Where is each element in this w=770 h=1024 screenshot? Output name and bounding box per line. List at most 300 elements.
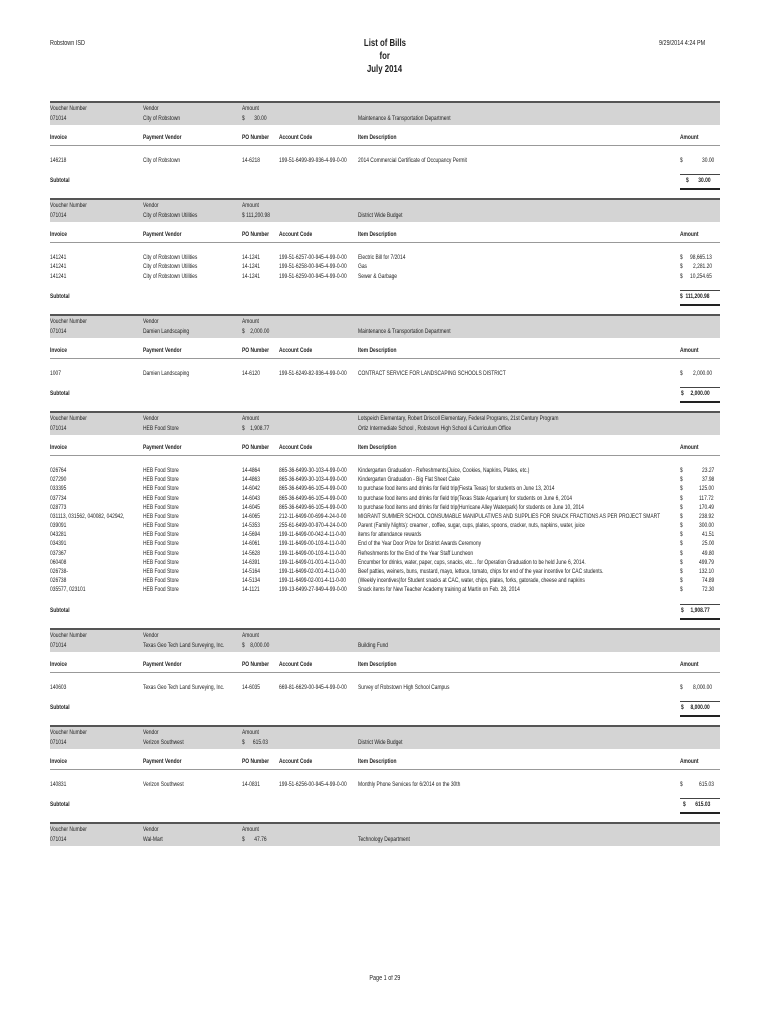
account-code-cell [279,683,366,692]
payment-vendor-cell [143,494,189,503]
col-invoice [50,660,72,670]
vendor-name-text: Damien Landscaping [143,327,190,335]
payment-vendor-cell-text: HEB Food Store [143,577,179,585]
col-po-number [242,230,277,240]
voucher-section [50,198,720,314]
description-cell [358,567,673,576]
account-code-cell-text: 212-11-6499-00-699-4-24-0-00 [279,512,347,520]
subtotal-label [50,800,75,809]
invoice-cell [50,494,71,503]
po-number-cell [242,369,265,378]
invoice-cell [50,369,64,378]
description-cell-text: Beef patties, weiners, buns, mustard, mayo, lettuce, tomato, chips for end of the year incentive for CAC students. [358,568,604,575]
amount-cell-text: 125.00 [698,485,714,493]
description-cell [358,558,650,567]
table-row [50,780,720,789]
payment-vendor-cell-text: HEB Food Store [143,466,179,474]
subtotal-label [50,292,75,301]
payment-vendor-cell [143,512,189,521]
col-amount [680,757,704,767]
voucher-number-text: 071014 [50,424,67,432]
voucher-number [50,641,71,650]
amount-cell-text: 98,665.13 [689,254,712,262]
amount-cell [690,272,718,281]
invoice-cell-text: 027290 [50,476,67,484]
invoice-cell [50,539,71,548]
account-code-cell [279,475,366,484]
account-code-cell-text: 199-51-6257-00-945-4-99-0-00 [279,254,347,262]
account-code-cell-text: 865-36-6499-66-105-4-99-0-00 [279,494,347,502]
payment-vendor-cell-text: HEB Food Store [143,549,179,557]
currency-cell-text: $ [680,549,683,557]
amount-cell [699,521,718,530]
vendor-name-text: Wal-Mart [143,835,163,843]
description-cell [358,494,632,503]
voucher-section [50,725,720,822]
po-number-cell [242,484,265,493]
subtotal-amount-text: $ 8,000.00 [681,703,710,711]
voucher-number-label-text: Voucher Number [50,105,87,112]
col-po-number-text: PO Number [242,231,270,239]
po-number-cell [242,521,265,530]
currency-cell-text: $ [680,466,683,474]
description-cell [358,466,578,475]
invoice-cell-text: 037367 [50,549,67,557]
col-payment-vendor-text: Payment Vendor [143,757,182,765]
payment-vendor-cell-text: HEB Food Store [143,494,179,502]
po-number-cell-text: 14-6061 [242,540,261,548]
col-invoice-text: Invoice [50,346,67,354]
voucher-amount-text: $ 47.76 [242,835,267,843]
po-number-cell [242,530,265,539]
col-po-number [242,660,277,670]
payment-vendor-cell-text: HEB Food Store [143,568,179,575]
payment-vendor-cell [143,503,189,512]
col-invoice [50,133,72,143]
col-account-code-text: Account Code [279,757,313,765]
amount-label [242,825,264,834]
invoice-cell [50,683,71,692]
voucher-number-text: 071014 [50,327,67,335]
voucher-section [50,101,720,198]
po-number-cell [242,780,265,789]
description-cell-text: to purchase food items and drinks for field trip(Hurricane Alley Waterpark) for students on June 10, 2014 [358,503,584,511]
voucher-number-text: 071014 [50,835,67,843]
vendor-label-text: Vendor [143,414,159,422]
subtotal-label-text: Subtotal [50,292,70,300]
po-number-cell-text: 14-1121 [242,586,260,594]
district-name: Robstown ISD [50,40,85,47]
po-number-cell [242,494,265,503]
description-cell [358,539,516,548]
col-account-code-text: Account Code [279,443,313,451]
subtotal-amount-text: $ 2,000.00 [681,389,710,397]
department-line-2-text: Maintenance & Transportation Department [358,327,451,335]
voucher-amount-text: $ 1,908.77 [242,424,270,432]
po-number-cell-text: 14-5134 [242,577,261,585]
amount-cell [702,549,718,558]
col-payment-vendor [143,660,192,670]
payment-vendor-cell-text: HEB Food Store [143,540,179,548]
amount-cell [702,530,718,539]
col-amount [680,346,704,356]
description-cell [358,503,648,512]
account-code-cell [279,512,365,521]
account-code-cell-text: 199-11-6499-00-042-4-11-0-00 [279,531,346,539]
payment-vendor-cell-text: HEB Food Store [143,531,179,539]
invoice-cell-text: 026738- [50,568,69,575]
payment-vendor-cell [143,585,189,594]
subtotal-row [50,174,720,188]
description-cell-text: Encumber for drinks, water, paper, cups, snacks, etc... for Operation Graduation to be held June 6, 2014. [358,558,586,566]
report-title [0,37,770,76]
description-cell [358,262,370,271]
description-cell [358,683,475,692]
department-line-2 [358,641,397,650]
currency-cell [680,558,684,567]
po-number-cell-text: 14-4863 [242,476,261,484]
department-line-2 [358,424,554,433]
col-amount-text: Amount [680,660,699,668]
voucher-number-label [50,104,97,113]
voucher-number [50,114,71,123]
description-cell-text: 2014 Commercial Certificate of Occupancy Permit [358,157,467,164]
po-number-cell [242,539,265,548]
col-account-code-text: Account Code [279,346,313,354]
account-code-cell [279,262,366,271]
account-code-cell [279,272,366,281]
currency-cell [680,466,684,475]
account-code-cell-text: 865-36-6499-66-105-4-99-0-00 [279,485,347,493]
subtotal-label-text: Subtotal [50,800,70,808]
vendor-label-text: Vendor [143,202,159,210]
invoice-cell [50,475,71,484]
col-item-description [358,443,407,453]
section-gap [50,401,720,411]
table-row [50,466,720,475]
vendor-name [143,424,189,433]
col-amount [680,443,704,453]
invoice-cell [50,521,71,530]
account-code-cell-text: 865-36-6499-30-103-4-99-0-00 [279,476,347,484]
col-po-number [242,443,277,453]
col-payment-vendor [143,133,192,143]
invoice-cell-text: 026764 [50,466,67,474]
po-number-cell [242,512,265,521]
account-code-cell [279,466,366,475]
po-number-cell [242,503,265,512]
amount-label-text: Amount [242,825,259,833]
account-code-cell-text: 199-51-6249-82-936-4-99-0-00 [279,369,347,377]
column-header-row [50,230,720,243]
voucher-amount [242,424,277,433]
vendor-name [143,738,195,747]
vendor-name [143,211,213,220]
account-code-cell-text: 669-81-6629-00-945-4-99-0-00 [279,683,347,691]
invoice-cell [50,549,71,558]
invoice-cell-text: 026738 [50,577,67,585]
amount-cell-text: 8,000.00 [693,683,713,691]
amount-cell [693,683,718,692]
po-number-cell-text: 14-6391 [242,558,261,566]
currency-cell [680,494,684,503]
account-code-cell-text: 199-51-6256-00-945-4-99-0-00 [279,780,347,788]
column-header-row [50,660,720,673]
payment-vendor-cell [143,530,189,539]
voucher-number-text: 071014 [50,738,67,746]
voucher-section [50,411,720,628]
po-number-cell [242,253,265,262]
description-cell-text: End of the Year Door Prize for District Awards Ceremony [358,540,482,548]
voucher-header-bar [50,314,720,338]
invoice-cell-text: 141241 [50,254,67,262]
table-row [50,484,720,493]
po-number-cell-text: 14-6043 [242,494,261,502]
vendor-name-text: Verizon Southwest [143,738,184,746]
voucher-section [50,314,720,411]
col-account-code [279,757,322,767]
amount-label [242,104,264,113]
description-cell-text: Monthly Phone Services for 6/2014 on the 30th [358,780,461,788]
po-number-cell-text: 14-6042 [242,485,261,493]
col-account-code [279,346,322,356]
currency-cell-text: $ [680,263,683,271]
amount-cell [699,567,718,576]
invoice-cell-text: 141241 [50,263,67,271]
description-cell-text: Kindergarten Graduation - Refreshments(Juice, Cookies, Napkins, Plates, etc.) [358,466,530,474]
vendor-name-text: Texas Geo Tech Land Surveying, Inc. [143,641,225,649]
voucher-number [50,424,71,433]
account-code-cell [279,530,365,539]
amount-cell [699,780,718,789]
description-cell-text: Sewer & Garbage [358,272,398,280]
currency-cell [680,272,684,281]
amount-label [242,201,264,210]
voucher-header-bar [50,411,720,435]
currency-cell [680,475,684,484]
col-payment-vendor [143,230,192,240]
description-cell [358,253,419,262]
po-number-cell-text: 14-6035 [242,683,261,691]
voucher-amount [242,211,278,220]
voucher-header-bar [50,198,720,222]
section-gap [50,812,720,822]
invoice-cell-text: 060408 [50,558,67,566]
po-number-cell-text: 14-5353 [242,522,261,530]
invoice-cell [50,503,71,512]
voucher-amount-text: $ 30.00 [242,115,267,122]
payment-vendor-cell [143,466,189,475]
line-items [50,466,720,595]
vendor-label-text: Vendor [143,728,159,736]
col-item-description-text: Item Description [358,443,397,451]
col-item-description-text: Item Description [358,134,397,141]
department-line-1-text: Lotspeich Elementary, Robert Driscoll Elementary, Federal Programs, 21st Century Program [358,414,559,422]
currency-cell [680,576,684,585]
column-header-row [50,757,720,770]
currency-cell [680,156,684,165]
description-cell-text: MIGRANT SUMMER SCHOOL CONSUMABLE MANIPULATIVES AND SUPPLIES FOR SNACK FRACTIONS AS PER PROJECT SMART [358,512,661,520]
subtotal-amount [683,800,718,809]
amount-cell [699,512,718,521]
voucher-amount [242,114,274,123]
payment-vendor-cell [143,576,189,585]
description-cell [358,272,408,281]
payment-vendor-cell-text: Texas Geo Tech Land Surveying, Inc. [143,683,225,691]
subtotal-amount [680,292,718,301]
vendor-name [143,835,168,844]
invoice-cell [50,585,96,594]
description-cell [358,475,489,484]
currency-cell-text: $ [680,540,683,548]
voucher-section [50,628,720,725]
voucher-number [50,327,71,336]
po-number-cell-text: 14-6065 [242,512,261,520]
table-row [50,262,720,271]
subtotal-amount [681,703,718,712]
voucher-header-bar [50,822,720,846]
description-cell-text: Electric Bill for 7/2014 [358,254,406,262]
account-code-cell-text: 865-36-6499-66-105-4-99-0-00 [279,503,347,511]
table-row [50,253,720,262]
column-header-row [50,443,720,456]
po-number-cell-text: 14-0831 [242,780,261,788]
amount-cell-text: 2,281.20 [693,263,713,271]
payment-vendor-cell-text: City of Robstown [143,157,181,164]
currency-cell-text: $ [680,272,683,280]
voucher-amount-text: $ 615.03 [242,738,268,746]
currency-cell-text: $ [680,683,683,691]
amount-label [242,414,264,423]
amount-cell-text: 41.51 [702,531,715,539]
vendor-label-text: Vendor [143,825,159,833]
po-number-cell-text: 14-1241 [242,272,261,280]
invoice-cell-text: 035577, 023101 [50,586,86,594]
account-code-cell-text: 199-11-6499-02-001-4-11-0-00 [279,577,346,585]
amount-cell-text: 499.79 [698,558,714,566]
col-account-code [279,443,322,453]
voucher-number-label-text: Voucher Number [50,317,87,325]
department-line-2-text: Ortiz Intermediate School , Robstown High School & Curriculum Office [358,424,512,432]
table-row [50,585,720,594]
column-header-row [50,133,720,146]
col-po-number-text: PO Number [242,443,270,451]
currency-cell [680,567,684,576]
description-cell [358,369,547,378]
invoice-cell [50,272,71,281]
description-cell-text: Refreshments for the End of the Year Staff Luncheon [358,549,474,557]
col-po-number [242,757,277,767]
invoice-cell [50,576,71,585]
subtotal-label [50,606,75,615]
table-row [50,549,720,558]
col-item-description-text: Item Description [358,346,397,354]
account-code-cell [279,558,365,567]
description-cell [358,156,498,165]
vendor-label [143,631,163,640]
department-line-2-text: Maintenance & Transportation Department [358,115,451,122]
department-line-2 [358,327,477,336]
line-items [50,683,720,692]
voucher-amount [242,738,275,747]
currency-cell-text: $ [680,485,683,493]
description-cell [358,521,649,530]
payment-vendor-cell [143,262,213,271]
invoice-cell [50,512,145,521]
page-number: Page 1 of 29 [369,975,401,982]
voucher-number [50,738,71,747]
description-cell [358,484,610,493]
amount-label-text: Amount [242,631,259,639]
po-number-cell [242,262,265,271]
invoice-cell-text: 033395 [50,485,67,493]
account-code-cell [279,567,365,576]
subtotal-label [50,703,75,712]
subtotal-row [50,387,720,401]
vendor-label-text: Vendor [143,631,159,639]
voucher-number-label [50,728,97,737]
col-payment-vendor [143,757,192,767]
col-payment-vendor-text: Payment Vendor [143,443,182,451]
currency-cell [680,484,684,493]
payment-vendor-cell [143,780,195,789]
col-amount-text: Amount [680,231,699,239]
po-number-cell-text: 14-1241 [242,263,261,271]
currency-cell-text: $ [680,522,683,530]
voucher-number-label [50,631,97,640]
payment-vendor-cell-text: HEB Food Store [143,476,179,484]
account-code-cell-text: 199-13-6499-27-949-4-99-0-00 [279,586,347,594]
amount-label-text: Amount [242,105,259,112]
vendor-name-text: City of Robstown [143,115,181,122]
description-cell-text: CONTRACT SERVICE FOR LANDSCAPING SCHOOLS DISTRICT [358,369,506,377]
vendor-label [143,201,163,210]
voucher-number [50,835,71,844]
po-number-cell [242,576,265,585]
vendor-label [143,317,163,326]
payment-vendor-cell-text: HEB Food Store [143,485,179,493]
col-invoice [50,230,72,240]
col-amount-text: Amount [680,346,699,354]
payment-vendor-cell [143,369,202,378]
col-item-description [358,346,407,356]
po-number-cell [242,683,265,692]
po-number-cell-text: 14-5164 [242,568,261,575]
currency-cell-text: $ [680,531,683,539]
description-cell-text: to purchase food items and drinks for field trip(Texas State Aquarium) for students on June 6, 2014 [358,494,573,502]
amount-cell [693,262,718,271]
description-cell [358,780,489,789]
col-payment-vendor-text: Payment Vendor [143,346,182,354]
invoice-cell [50,567,73,576]
amount-cell [699,484,718,493]
col-item-description-text: Item Description [358,660,397,668]
subtotal-amount-text: $ 111,200.98 [680,292,710,300]
col-po-number-text: PO Number [242,346,270,354]
voucher-number-label-text: Voucher Number [50,825,87,833]
table-row [50,272,720,281]
description-cell [358,530,439,539]
payment-vendor-cell-text: HEB Food Store [143,503,179,511]
table-row [50,369,720,378]
department-line-2 [358,114,477,123]
po-number-cell-text: 14-6120 [242,369,261,377]
payment-vendor-cell-text: Verizon Southwest [143,780,184,788]
table-row [50,530,720,539]
subtotal-label-text: Subtotal [50,703,70,711]
voucher-number-label [50,825,97,834]
amount-cell [690,253,718,262]
